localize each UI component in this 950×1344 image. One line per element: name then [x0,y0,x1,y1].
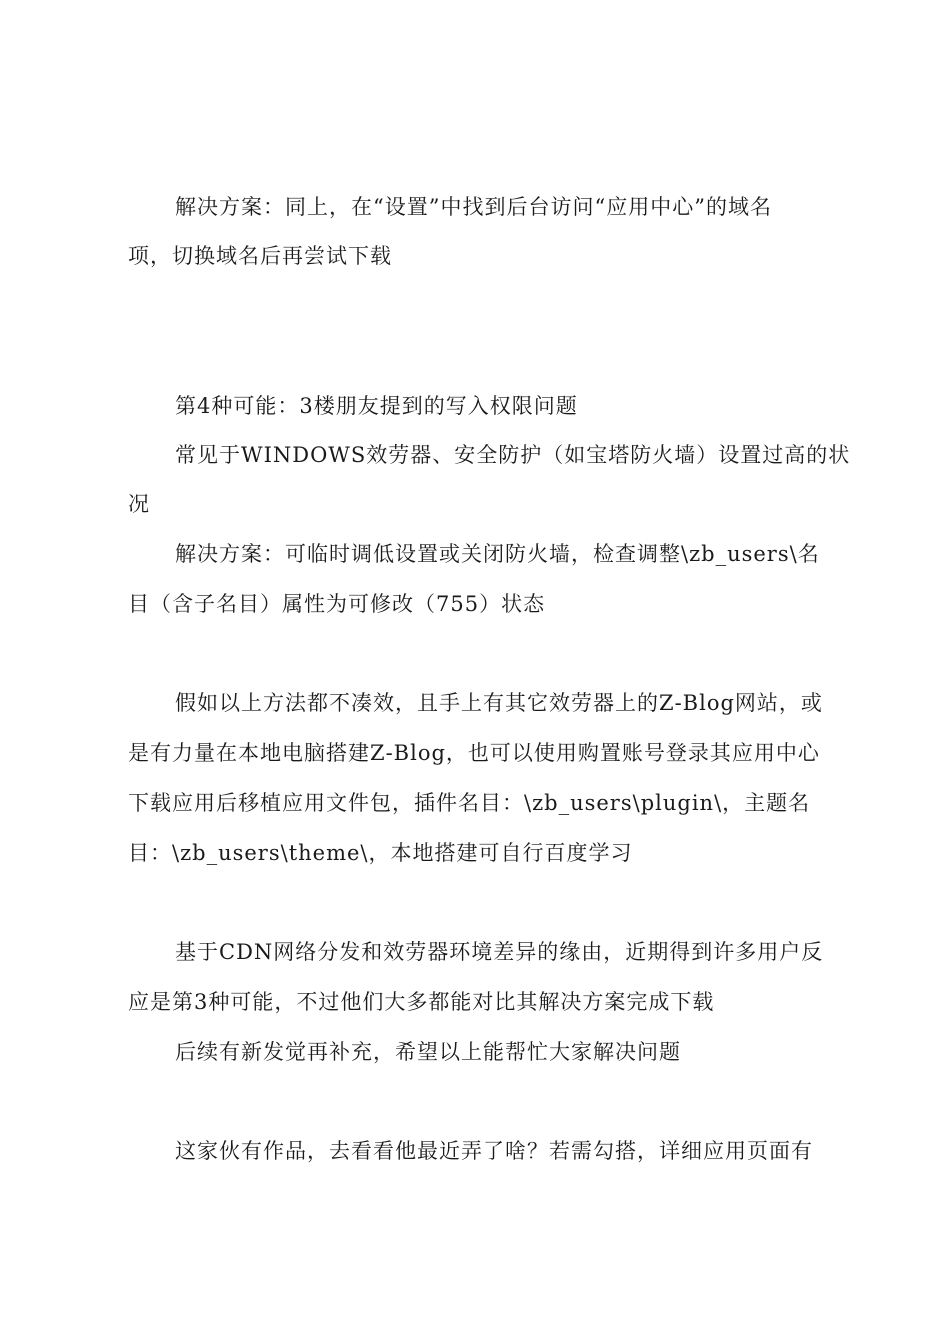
paragraph-3-line-1: 常见于WINDOWS效劳器、安全防护（如宝塔防火墙）设置过高的状 [175,443,851,467]
paragraph-3-line-2: 况 [128,492,150,516]
paragraph-8-line-1: 这家伙有作品，去看看他最近弄了啥？若需勾搭，详细应用页面有 [175,1139,813,1163]
paragraph-4-line-2: 目（含子名目）属性为可修改（755）状态 [128,592,546,616]
paragraph-2-line-1: 第4种可能：3楼朋友提到的写入权限问题 [175,394,578,418]
paragraph-5-line-1: 假如以上方法都不凑效，且手上有其它效劳器上的Z-Blog网站，或 [175,691,823,715]
paragraph-5-line-4: 目：\zb_users\theme\，本地搭建可自行百度学习 [128,841,633,865]
paragraph-5-line-2: 是有力量在本地电脑搭建Z-Blog，也可以使用购置账号登录其应用中心 [128,741,820,765]
paragraph-5-line-3: 下载应用后移植应用文件包，插件名目：\zb_users\plugin\，主题名 [128,791,811,815]
paragraph-1-line-2: 项，切换域名后再尝试下载 [128,244,392,268]
paragraph-6-line-2: 应是第3种可能，不过他们大多都能对比其解决方案完成下载 [128,990,715,1014]
paragraph-4-line-1: 解决方案：可临时调低设置或关闭防火墙，检查调整\zb_users\名 [175,542,820,566]
paragraph-6-line-1: 基于CDN网络分发和效劳器环境差异的缘由，近期得到许多用户反 [175,940,824,964]
paragraph-1-line-1: 解决方案：同上，在“设置”中找到后台访问“应用中心”的域名 [175,195,772,219]
paragraph-7-line-1: 后续有新发觉再补充，希望以上能帮忙大家解决问题 [175,1040,681,1064]
